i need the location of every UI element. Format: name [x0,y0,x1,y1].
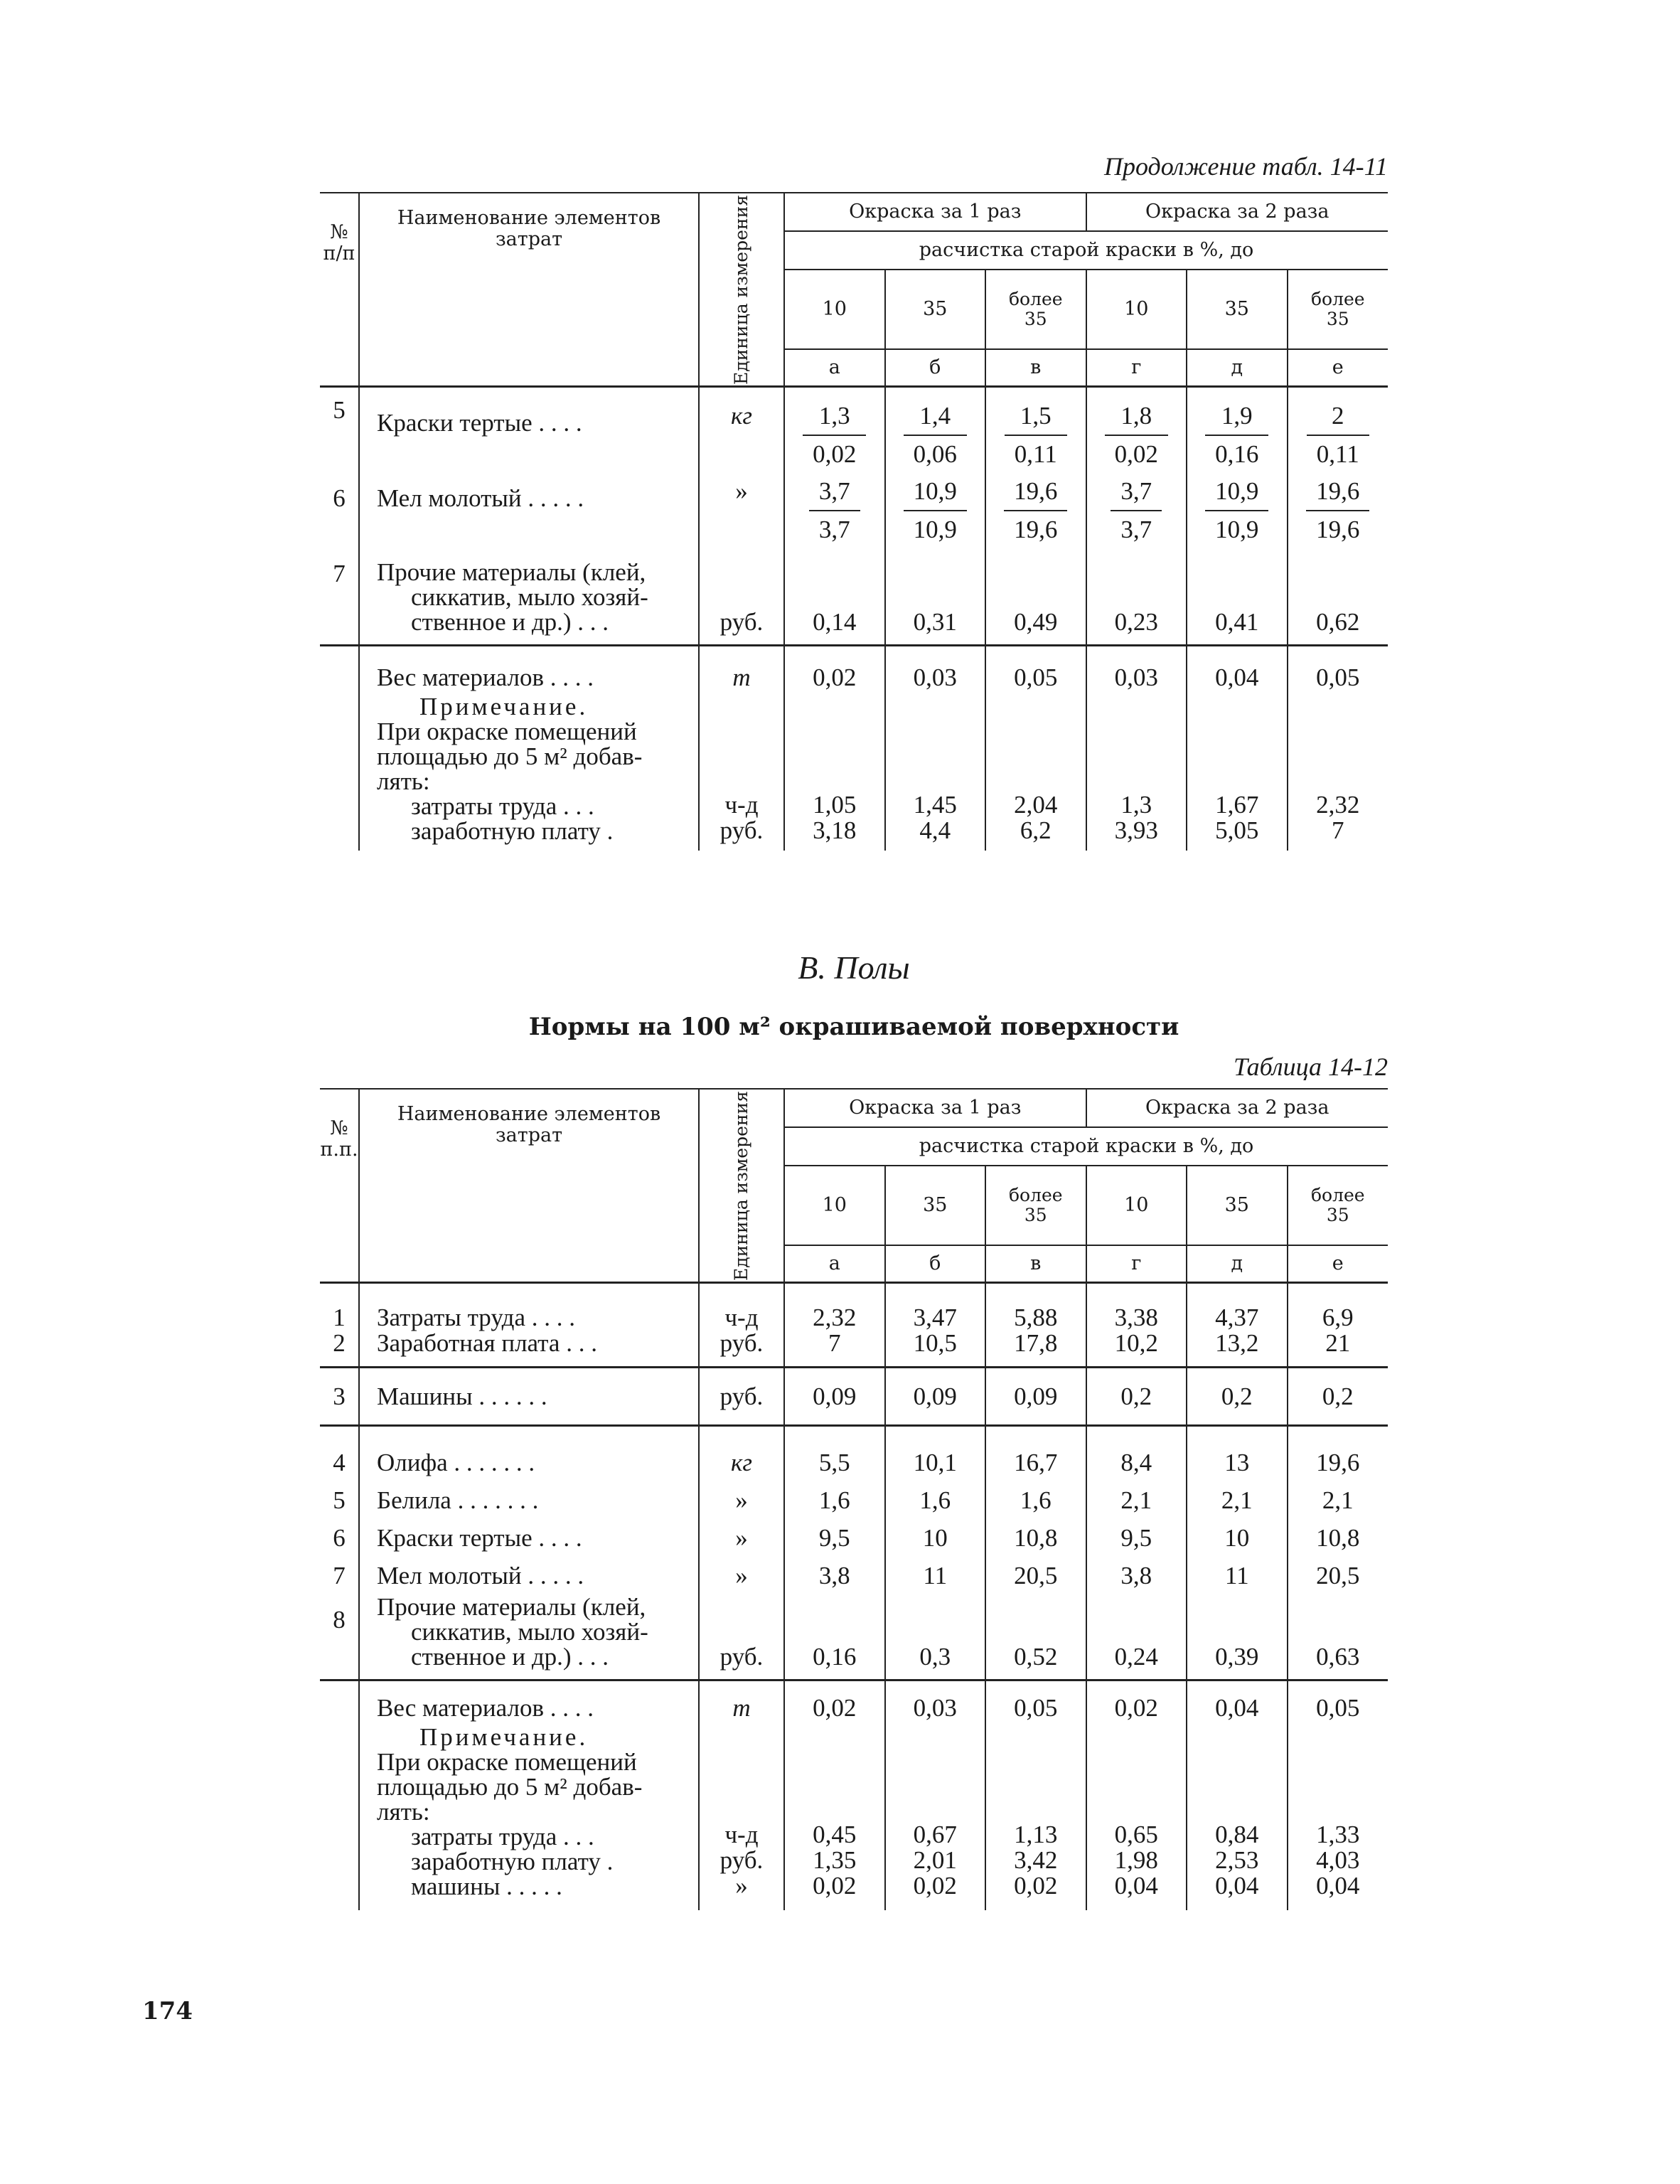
cell-text: 1,9 [1205,398,1268,436]
cell-text: 0,11 [1014,440,1057,468]
cell-text: 10,2 [1114,1329,1158,1357]
table-cell: 0,2 [1288,1368,1389,1426]
cell-text: 6 [333,1524,346,1552]
cell-text: лять: [377,767,430,795]
cell-text: площадью до 5 м² добав- [377,1773,643,1801]
cell-text: 0,11 [1316,440,1359,468]
table-cell: 0,16 [784,1594,885,1680]
cell-text: 10,9 [1215,516,1259,543]
table-cell: 0,03 [885,646,986,691]
cell-text: 3,42 [1014,1846,1058,1874]
cell-text: 1 [333,1304,346,1331]
table-cell: 7 [333,560,346,587]
header-letter-b: б [885,1245,986,1283]
cell-text: 1,4 [904,398,967,436]
cell-text: 9,5 [818,1524,850,1552]
cell-text: 0,84 [1215,1821,1259,1848]
cell-text: 4 [333,1449,346,1476]
table-cell [1187,1720,1288,1910]
header-col-d: 35 [1187,270,1288,349]
cell-text: руб. [719,816,764,844]
cell-text: 0,04 [1114,1872,1158,1900]
cell-text: 0,02 [813,440,857,468]
cell-text: лять: [377,1798,430,1826]
cell-text: 2,32 [813,1304,857,1331]
header-col-g: 10 [1086,270,1187,349]
cell-text: 1,5 [1005,398,1067,436]
table-cell [885,690,986,851]
cell-text: руб. [719,1846,764,1874]
table-cell: 0,09 [885,1368,986,1426]
table-cell [1187,1426,1288,1595]
table-cell [1187,387,1288,474]
cell-text: 6,9 [1322,1304,1354,1331]
cell-text: 1,45 [913,791,957,819]
table-row-note [320,1720,1388,1910]
table-cell: руб. [699,548,784,646]
table-cell: 0,02 [1086,1680,1187,1721]
table-cell [784,690,885,851]
header-col-d: 35 [1187,1166,1288,1245]
cell-text: » [735,1524,748,1552]
cell-text: 1,6 [919,1486,951,1514]
cell-text: 3,7 [1111,473,1162,511]
cell-text: » [735,1486,748,1514]
cell-text: 11 [923,1562,948,1589]
table-cell [1288,1426,1389,1595]
table-cell: 0,62 [1288,548,1389,646]
cell-text: Примечание. [419,1723,589,1751]
table-cell [359,473,699,548]
table-cell [885,1283,986,1368]
table-cell: 5 [333,396,346,424]
table-cell [1288,473,1389,548]
table-cell: 0,04 [1187,1680,1288,1721]
table-cell [784,1426,885,1595]
table-cell [885,473,986,548]
table-cell: 8 [333,1606,346,1634]
table-cell [359,1594,699,1680]
table-cell: 0,02 [784,646,885,691]
table-cell: 0,02 [784,1680,885,1721]
cell-text: Краски тертые . . . . [377,409,582,437]
table-row [320,473,1388,548]
header-col-a: 10 [784,270,885,349]
table-row-machines [320,1368,1388,1426]
table-cell [359,387,699,474]
norms-heading: Нормы на 100 м² окрашиваемой поверхности [528,1013,1179,1041]
cell-text: Примечание. [419,693,589,720]
header-name [359,193,699,387]
cell-text: 1,13 [1014,1821,1058,1848]
header-col-b: 35 [885,270,986,349]
cell-text: 10,9 [904,473,967,511]
table-row-weight [320,646,1388,691]
header-letter-g: г [1086,349,1187,387]
cell-text: Единица измерения [731,194,751,385]
table-cell: т [699,646,784,691]
table-cell [784,1283,885,1368]
table-cell [1288,1283,1389,1368]
cell-text: 0,02 [813,1872,857,1900]
table-14-11 [320,192,1388,851]
table-cell [1086,1426,1187,1595]
table-cell [985,473,1086,548]
table-cell [1288,690,1389,851]
table-cell: 0,2 [1187,1368,1288,1426]
table-cell [320,646,359,691]
cell-text: 10,1 [913,1449,957,1476]
cell-text: 0,67 [913,1821,957,1848]
header-subgroup: расчистка старой краски в %, до [784,231,1388,270]
table-cell [1086,387,1187,474]
page-number: 174 [142,1997,193,2025]
cell-text: 19,6 [1306,473,1369,511]
header-col-a: 10 [784,1166,885,1245]
cell-text: 10,8 [1014,1524,1058,1552]
cell-text: 16,7 [1014,1449,1058,1476]
table-cell [359,1426,699,1595]
table-cell: 0,63 [1288,1594,1389,1680]
table-cell [885,1426,986,1595]
cell-text: » [735,477,748,505]
table-cell [359,1283,699,1368]
table-row-materials [320,1426,1388,1595]
cell-text: 1,98 [1114,1846,1158,1874]
cell-text: 4,37 [1215,1304,1259,1331]
table-cell [359,1680,699,1721]
cell-text: 1,35 [813,1846,857,1874]
cell-text: 1,6 [818,1486,850,1514]
table-14-12 [320,1088,1388,1910]
table-row-labor [320,1283,1388,1368]
table-cell [359,1368,699,1426]
header-letter-v: в [985,1245,1086,1283]
header-letter-e: е [1288,349,1389,387]
table-cell: 0,05 [985,1680,1086,1721]
continuation-caption: Продолжение табл. 14-11 [1103,152,1388,181]
table-cell: руб. [699,1368,784,1426]
table-cell [1086,473,1187,548]
cell-text: 9,5 [1120,1524,1152,1552]
cell-text: Наименование элементов затрат [397,207,661,250]
table-cell [1187,473,1288,548]
cell-text: 2,01 [913,1846,957,1874]
table-cell [784,473,885,548]
cell-text: 3,8 [1120,1562,1152,1589]
table-row-note [320,690,1388,851]
table-cell [985,1720,1086,1910]
table-cell [1288,1720,1389,1910]
cell-text: 2,04 [1014,791,1058,819]
cell-text: заработную плату . [411,1848,614,1875]
cell-text: 3,7 [818,516,850,543]
table-cell [359,548,699,646]
table-cell [320,1720,359,1910]
table-cell: 0,24 [1086,1594,1187,1680]
cell-text: 20,5 [1316,1562,1360,1589]
cell-text: Заработная плата . . . [377,1329,597,1357]
cell-text: площадью до 5 м² добав- [377,742,643,770]
cell-text: 1,33 [1316,1821,1360,1848]
cell-text: 0,02 [913,1872,957,1900]
table-cell: 0,04 [1187,646,1288,691]
cell-text: сиккатив, мыло хозяй- [411,583,648,611]
cell-text: 1,3 [803,398,866,436]
cell-text: 3,18 [813,816,857,844]
cell-text: 0,06 [913,440,957,468]
cell-text: При окраске помещений [377,718,637,745]
header-letter-e: е [1288,1245,1389,1283]
cell-text: кг [730,402,753,430]
cell-text: Затраты труда . . . . [377,1304,575,1331]
cell-text: 2 [333,1329,346,1357]
cell-text: 5 [333,1486,346,1514]
header-no [320,1089,359,1283]
cell-text: Мел молотый . . . . . [377,1562,584,1589]
table-cell: 0,05 [1288,1680,1389,1721]
header-letter-d: д [1187,1245,1288,1283]
cell-text: 1,6 [1020,1486,1052,1514]
table-cell [1288,387,1389,474]
cell-text: Вес материалов . . . . [377,664,594,691]
table-cell: 0,14 [784,548,885,646]
cell-text: Наименование элементов затрат [397,1103,661,1146]
table-cell [985,1283,1086,1368]
table-cell: т [699,1680,784,1721]
table-cell: 0,39 [1187,1594,1288,1680]
cell-text: 0,65 [1114,1821,1158,1848]
header-group-2: Окраска за 2 раза [1086,1089,1389,1127]
table-cell: 0,09 [985,1368,1086,1426]
cell-text: затраты труда . . . [411,792,594,820]
table-cell [1187,1283,1288,1368]
table-cell [359,646,699,691]
cell-text: 10,9 [913,516,957,543]
cell-text: Мел молотый . . . . . [377,484,584,512]
cell-text: 7 [828,1329,841,1357]
table-cell: 0,05 [985,646,1086,691]
cell-text: 2,32 [1316,791,1360,819]
cell-text: ч-д [724,791,759,819]
table-cell: руб. [699,1594,784,1680]
cell-text: 0,16 [1215,440,1259,468]
cell-text: 2,1 [1322,1486,1354,1514]
table-cell: 0,03 [885,1680,986,1721]
table-cell [885,1720,986,1910]
cell-text: Олифа . . . . . . . [377,1449,535,1476]
cell-text: Единица измерения [731,1090,751,1281]
header-letter-d: д [1187,349,1288,387]
table-cell [885,387,986,474]
header-name [359,1089,699,1283]
table-cell: 0,23 [1086,548,1187,646]
cell-text: 13 [1224,1449,1250,1476]
header-col-e: более 35 [1288,1166,1389,1245]
cell-text: 5,88 [1014,1304,1058,1331]
table-cell [784,387,885,474]
cell-text: 7 [333,1562,346,1589]
cell-text: 1,3 [1120,791,1152,819]
table-cell [699,690,784,851]
table-cell: 0,52 [985,1594,1086,1680]
table-cell [699,1720,784,1910]
cell-text: Машины . . . . . . [377,1383,547,1410]
table-cell: 0,2 [1086,1368,1187,1426]
cell-text: 10,5 [913,1329,957,1357]
table-cell: 0,05 [1288,646,1389,691]
header-col-e: более 35 [1288,270,1389,349]
table-cell [359,1720,699,1910]
table-cell [320,1426,359,1595]
header-subgroup: расчистка старой краски в %, до [784,1127,1388,1166]
cell-text: 1,67 [1215,791,1259,819]
cell-text: 19,6 [1004,473,1067,511]
header-letter-v: в [985,349,1086,387]
cell-text: » [735,1872,748,1900]
table-cell: 0,41 [1187,548,1288,646]
cell-text: Прочие материалы (клей, [377,558,646,586]
header-no [320,193,359,387]
cell-text: 3,93 [1114,816,1158,844]
cell-text: 10,9 [1205,473,1268,511]
table-cell [985,1426,1086,1595]
cell-text: 3,7 [1120,516,1152,543]
cell-text: 0,04 [1316,1872,1360,1900]
header-letter-a: а [784,349,885,387]
cell-text: руб. [719,1329,764,1357]
cell-text: 5,05 [1215,816,1259,844]
cell-text: ственное и др.) . . . [411,608,609,636]
table-cell [1086,1283,1187,1368]
table-caption: Таблица 14-12 [1233,1053,1388,1081]
cell-text: затраты труда . . . [411,1823,594,1850]
table-cell: 0,49 [985,548,1086,646]
cell-text: кг [730,1449,753,1476]
header-unit [699,1089,784,1283]
header-col-v: более 35 [985,1166,1086,1245]
cell-text: 3,38 [1114,1304,1158,1331]
table-cell [1086,690,1187,851]
cell-text: 0,02 [1114,440,1158,468]
cell-text: При окраске помещений [377,1748,637,1776]
table-cell [1187,690,1288,851]
cell-text: сиккатив, мыло хозяй- [411,1618,648,1646]
table-cell [320,1680,359,1721]
cell-text: 3,7 [809,473,860,511]
table-cell [699,1283,784,1368]
header-letter-a: а [784,1245,885,1283]
header-group-1: Окраска за 1 раз [784,1089,1086,1127]
cell-text: ственное и др.) . . . [411,1643,609,1671]
table-row-weight [320,1680,1388,1721]
table-cell: 6 [333,484,346,512]
cell-text: Прочие материалы (клей, [377,1593,646,1621]
cell-text: 2,53 [1215,1846,1259,1874]
cell-text: 2,1 [1221,1486,1253,1514]
header-letter-b: б [885,349,986,387]
cell-text: 2,1 [1120,1486,1152,1514]
cell-text: машины . . . . . [411,1873,562,1900]
table-cell [320,690,359,851]
table-row [320,387,1388,474]
cell-text: 2 [1307,398,1369,436]
table-cell [699,1426,784,1595]
cell-text: ч-д [724,1821,759,1848]
table-cell [699,387,784,474]
table-cell: 0,03 [1086,646,1187,691]
cell-text: 19,6 [1014,516,1058,543]
header-group-1: Окраска за 1 раз [784,193,1086,231]
cell-text: 10 [1224,1524,1250,1552]
cell-text: 5,5 [818,1449,850,1476]
cell-text: Краски тертые . . . . [377,1524,582,1552]
cell-text: 6,2 [1020,816,1052,844]
cell-text: № п.п. [320,1117,358,1161]
cell-text: № п/п [323,221,355,265]
cell-text: Вес материалов . . . . [377,1694,594,1722]
header-group-2: Окраска за 2 раза [1086,193,1389,231]
cell-text: 19,6 [1316,1449,1360,1476]
cell-text: 1,05 [813,791,857,819]
cell-text: » [735,1562,748,1589]
table-cell [1086,1720,1187,1910]
header-col-b: 35 [885,1166,986,1245]
cell-text: 4,4 [919,816,951,844]
table-cell: 3 [333,1383,346,1410]
table-cell [320,1283,359,1368]
table-cell [359,690,699,851]
cell-text: 17,8 [1014,1329,1058,1357]
table-row [320,548,1388,646]
cell-text: Белила . . . . . . . [377,1486,539,1514]
cell-text: 10 [922,1524,948,1552]
cell-text: 10,8 [1316,1524,1360,1552]
cell-text: 19,6 [1316,516,1360,543]
cell-text: 1,8 [1105,398,1168,436]
cell-text: 11 [1224,1562,1249,1589]
cell-text: ч-д [724,1304,759,1331]
cell-text: 7 [1332,816,1344,844]
cell-text: 0,45 [813,1821,857,1848]
table-cell: 0,09 [784,1368,885,1426]
header-letter-g: г [1086,1245,1187,1283]
cell-text: 13,2 [1215,1329,1259,1357]
section-title: В. Полы [798,949,910,986]
header-col-g: 10 [1086,1166,1187,1245]
cell-text: 8,4 [1120,1449,1152,1476]
table-cell: 0,31 [885,548,986,646]
cell-text: 3,47 [913,1304,957,1331]
table-cell [699,473,784,548]
table-row [320,1594,1388,1680]
cell-text: 3,8 [818,1562,850,1589]
cell-text: 0,04 [1215,1872,1259,1900]
header-unit [699,193,784,387]
cell-text: 0,02 [1014,1872,1058,1900]
cell-text: заработную плату . [411,817,614,845]
cell-text: 4,03 [1316,1846,1360,1874]
cell-text: 20,5 [1014,1562,1058,1589]
table-cell [985,387,1086,474]
table-cell [784,1720,885,1910]
table-cell [985,690,1086,851]
cell-text: 21 [1325,1329,1351,1357]
header-col-v: более 35 [985,270,1086,349]
table-cell: 0,3 [885,1594,986,1680]
